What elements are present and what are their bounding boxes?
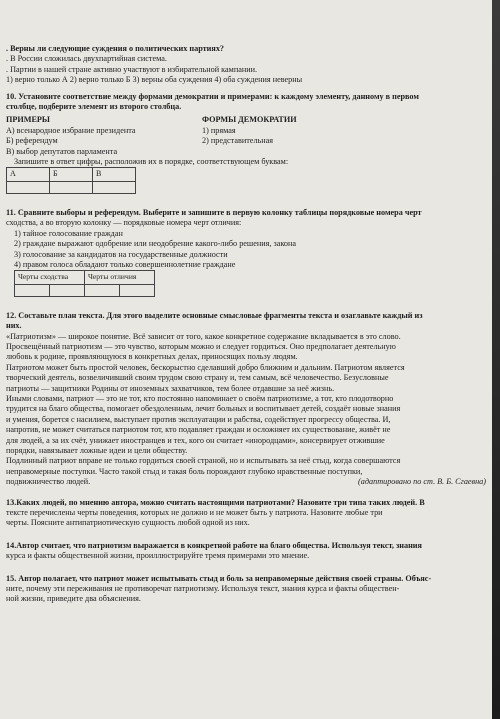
statement-a: . В России сложилась двухпартийная система. (6, 54, 167, 64)
question-15-line: 15. Автор полагает, что патриот может испытывать стыд и боль за неправомерные действия своей страны. Объяс- (6, 573, 432, 583)
question-14-line: 14.Автор считает, что патриотизм выражается в конкретной работе на благо общества. Используя текст, знания (6, 540, 422, 550)
text-line: творческий деятель, возвеличивший своим трудом свою страну и, тем самым, всё человечество. Безусловные (6, 373, 389, 383)
text-line: Просвещённый патриотизм — это чувство, которым можно и следует гордиться. Оно предполагает деятельную (6, 341, 396, 351)
answer-cell[interactable] (15, 284, 50, 296)
examples-header: ПРИМЕРЫ (6, 115, 50, 125)
question-14-line: курса и факты общественной жизни, проиллюстрируйте тремя примерами это мнение. (6, 551, 310, 561)
question-13 (6, 498, 486, 529)
question-15-line: ните, почему эти переживания не противоречат патриотизму. Используя текст, знания курса и факты обществен- (6, 584, 400, 594)
answer-cell[interactable] (93, 181, 136, 193)
matching-columns (6, 115, 486, 157)
question-13-line: черты. Поясните антипатриотическую сущность любой одной из них. (6, 518, 250, 528)
question-10-title-line-2: столбце, подберите элемент из второго столбца. (6, 102, 182, 112)
answer-table-q11 (14, 270, 155, 296)
table-header-cell: Б (50, 168, 93, 181)
question-12-title-line-1: 12. Составьте план текста. Для этого выделите основные смысловые фрагменты текста и озаглавьте каждый из (6, 310, 423, 320)
answer-cell[interactable] (50, 181, 93, 193)
text-line: любовь к родине, проявляющуюся в конкретных делах, приносящих пользу людям. (6, 352, 298, 362)
question-12 (6, 311, 486, 488)
question-15-line: ной жизни, приведите два объяснения. (6, 594, 141, 604)
answer-cell[interactable] (7, 181, 50, 193)
question-11-title-line-2: сходства, а во вторую колонку — порядковые номера черт отличия: (6, 218, 242, 228)
text-line: Подлинный патриот вправе не только гордиться своей страной, но и испытывать за неё стыд, когда совершаются (6, 456, 401, 466)
worksheet-content (6, 44, 486, 605)
question-11-title-line-1: 11. Сравните выборы и референдум. Выберите и запишите в первую колонку таблицы порядковые номера черт (6, 207, 422, 217)
text-last-row (6, 477, 486, 487)
list-item: 2) граждане выражают одобрение или неодобрение какого-либо решения, закона (14, 239, 297, 249)
answer-options: 1) верно только А 2) верно только Б 3) верны оба суждения 4) оба суждения неверны (6, 75, 303, 85)
source-text (6, 332, 486, 488)
table-header-cell: В (93, 168, 136, 181)
question-10 (6, 92, 486, 194)
question-14 (6, 541, 486, 562)
answer-cell[interactable] (85, 284, 120, 296)
dark-background-edge (492, 0, 500, 719)
forms-header: ФОРМЫ ДЕМОКРАТИИ (202, 115, 297, 125)
text-line: напротив, не может считаться патриотом тот, кто подавляет граждан и осложняет их существование, живёт не (6, 425, 391, 435)
text-line: патриоты — защитники Родины от иноземных захватчиков, тем более отдавшие за неё жизнь. (6, 383, 335, 393)
answer-cell[interactable] (50, 284, 85, 296)
question-9 (6, 44, 486, 86)
question-15 (6, 574, 486, 605)
form-item: 2) представительная (202, 136, 274, 146)
answer-instruction: Запишите в ответ цифры, расположив их в порядке, соответствующем буквам: (14, 157, 289, 167)
text-line: для людей, а за их счёт, унижает иностранцев и тех, кого он считает «инородцами», консервирует отжившие (6, 435, 385, 445)
question-11 (6, 208, 486, 297)
text-line: Иными словами, патриот — это не тот, кто постоянно напоминает о своём патриотизме, а тот, кто плодотворно (6, 393, 394, 403)
source-attribution: (адаптировано по ст. В. Б. Сгаевна) (358, 477, 486, 487)
example-item: В) выбор депутатов парламента (6, 146, 118, 156)
examples-column (6, 115, 202, 157)
text-line: «Патриотизм» — широкое понятие. Всё зависит от того, какое конкретное содержание вкладывается в это слово. (6, 331, 401, 341)
answer-table-q10 (6, 167, 136, 193)
form-item: 1) прямая (202, 125, 236, 135)
list-item: 1) тайное голосование граждан (14, 228, 123, 238)
question-13-line: 13.Каких людей, по мнению автора, можно считать настоящими патриотами? Назовите три типа таких людей. В (6, 497, 425, 507)
text-line: и умения, борется с насилием, выступает против эксплуатации и рабства, содействует прогрессу общества. И, (6, 414, 391, 424)
text-line: подвижничество людей. (6, 477, 91, 487)
question-10-title-line-1: 10. Установите соответствие между формами демократии и примерами: к каждому элементу, данному в первом (6, 91, 419, 101)
statement-b: . Партии в нашей стране активно участвуют в избирательной кампании. (6, 64, 258, 74)
text-line: трудится на благо общества, помогает обездоленным, лечит больных и воспитывает детей, создаёт новые знания (6, 404, 401, 414)
text-line: Патриотом может быть простой человек, бескорыстно сделавший добро ближним и дальним. Патриотом является (6, 362, 405, 372)
list-item: 4) правом голоса обладают только совершеннолетние граждане (14, 259, 236, 269)
table-header-cell: Черты отличия (85, 271, 155, 284)
example-item: А) всенародное избрание президента (6, 125, 136, 135)
question-9-title: . Верны ли следующие суждения о политических партиях? (6, 44, 225, 53)
forms-column (202, 115, 486, 157)
table-header-cell: А (7, 168, 50, 181)
example-item: Б) референдум (6, 136, 58, 146)
answer-cell[interactable] (120, 284, 155, 296)
list-item: 3) голосование за кандидатов на государственные должности (14, 249, 228, 259)
table-header-cell: Черты сходства (15, 271, 85, 284)
question-12-title-line-2: них. (6, 321, 22, 331)
text-line: порядки, навязывает ложные идеи и цели обществу. (6, 446, 188, 455)
question-13-line: тексте перечислены черты поведения, которых не должно и не может быть у патриота. Назовите любые три (6, 508, 383, 518)
text-line: неправомерные поступки. Часто такой стыд и такая боль порождают глубоко нравственные поступки, (6, 466, 363, 476)
